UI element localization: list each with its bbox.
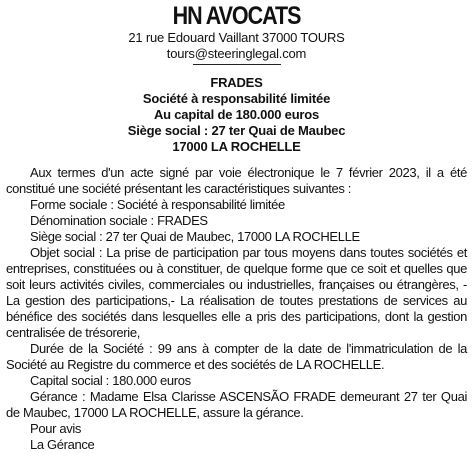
- company-form: Société à responsabilité limitée: [142, 91, 331, 106]
- legal-notice: [0, 2, 473, 452]
- forme-paragraph: Forme sociale : Société à responsabilité limitée: [30, 197, 285, 212]
- firm-name: HN AVOCATS: [172, 2, 301, 30]
- siege-paragraph: Siège social : 27 ter Quai de Maubec, 17000 LA ROCHELLE: [30, 229, 360, 244]
- firm-address: 21 rue Edouard Vaillant 37000 TOURS: [128, 30, 345, 45]
- company-seat: Siège social : 27 ter Quai de Maubec: [127, 123, 346, 138]
- objet-paragraph: Objet social : La prise de participation par tous moyens dans toutes sociétés et entreprises, constituées ou à constituer, de quelque forme que ce soit et quelles que soit leurs activités civiles, commerciales ou industrielles, françaises ou étrangères, - La gestion des participations,- La réalisation de toutes prestations de services au bénéfice des sociétés dans lesquelles elle a pris des participations, dont la gestion centralisée de trésorerie,: [6, 245, 467, 340]
- company-capital: Au capital de 180.000 euros: [153, 107, 320, 122]
- denomination-paragraph: Dénomination sociale : FRADES: [30, 213, 208, 228]
- gerance-paragraph: Gérance : Madame Elsa Clarisse ASCENSÃO FRADE demeurant 27 ter Quai de Maubec, 17000 LA ROCHELLE, assure la gérance.: [6, 389, 467, 420]
- signature: La Gérance: [30, 437, 95, 452]
- firm-email: tours@steeringlegal.com: [166, 46, 307, 61]
- company-name: FRADES: [210, 75, 263, 90]
- duree-paragraph: Durée de la Société : 99 ans à compter de la date de l'immatriculation de la Société au Registre du commerce et des sociétés de LA ROCHELLE.: [6, 341, 467, 372]
- header-separator: [193, 64, 281, 65]
- pour-avis: Pour avis: [30, 421, 82, 436]
- company-seat-city: 17000 LA ROCHELLE: [172, 139, 301, 154]
- intro-paragraph: Aux termes d'un acte signé par voie électronique le 7 février 2023, il a été constitué une société présentant les caractéristiques suivantes :: [6, 165, 467, 196]
- notice-body: [6, 165, 467, 453]
- capital-paragraph: Capital social : 180.000 euros: [30, 373, 191, 388]
